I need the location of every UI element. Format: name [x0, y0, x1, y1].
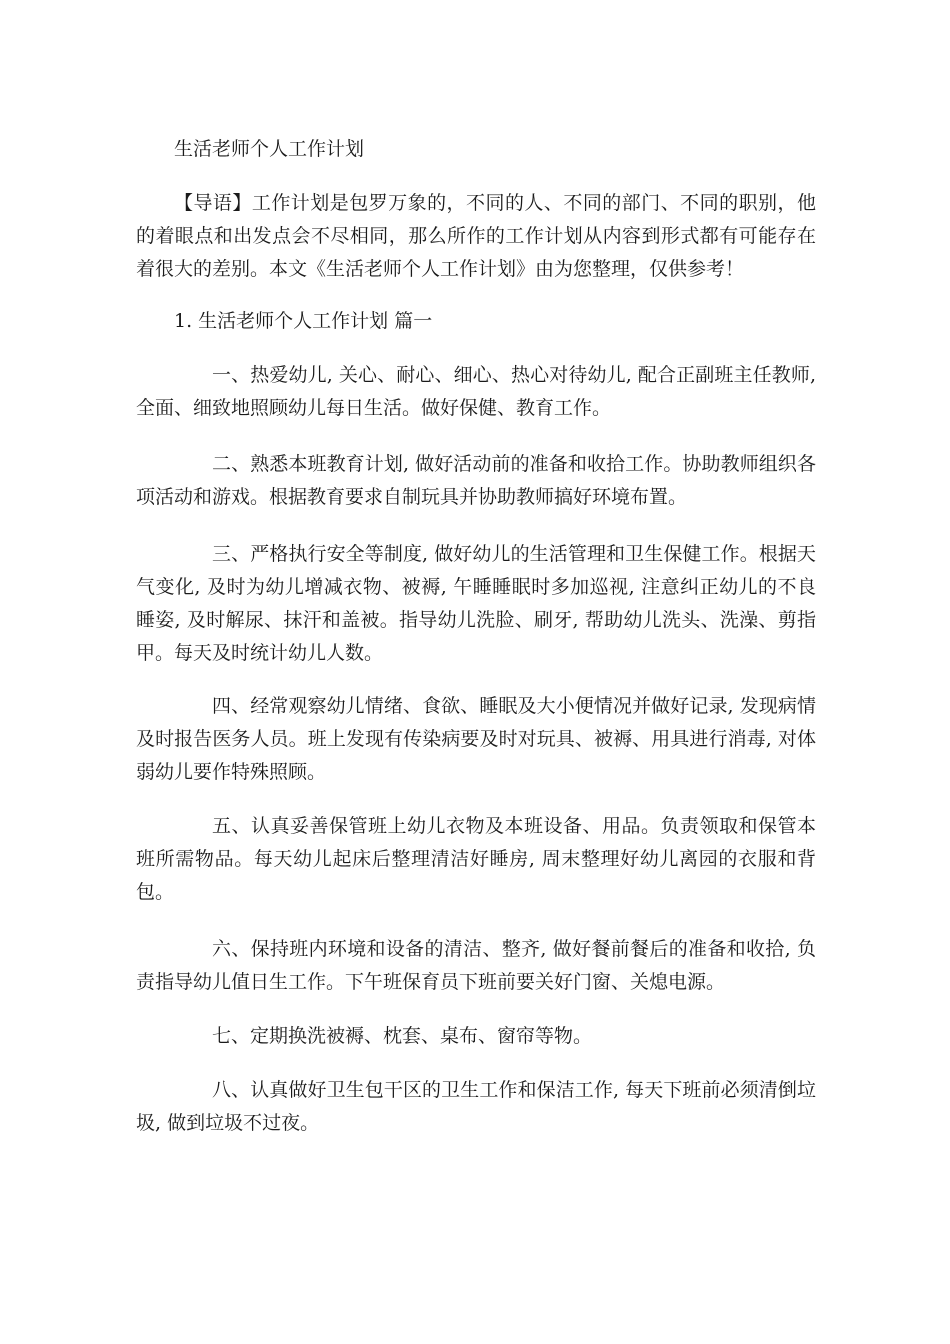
document-title: 生活老师个人工作计划	[174, 138, 365, 160]
plan-item-2: 二、熟悉本班教育计划, 做好活动前的准备和收拾工作。协助教师组织各项活动和游戏。根据教育要求自制玩具并协助教师搞好环境布置。	[136, 453, 816, 508]
plan-item-3: 三、严格执行安全等制度, 做好幼儿的生活管理和卫生保健工作。根据天气变化, 及时为幼儿增减衣物、被褥, 午睡睡眠时多加巡视, 注意纠正幼儿的不良睡姿, 及时解尿、抹汗和盖被。指导幼儿洗脸、刷牙, 帮助幼儿洗头、洗澡、剪指甲。每天及时统计幼儿人数。	[136, 543, 816, 664]
plan-item-7: 七、定期换洗被褥、枕套、桌布、窗帘等物。	[212, 1025, 593, 1047]
plan-item-4: 四、经常观察幼儿情绪、食欲、睡眠及大小便情况并做好记录, 发现病情及时报告医务人员。班上发现有传染病要及时对玩具、被褥、用具进行消毒, 对体弱幼儿要作特殊照顾。	[136, 695, 816, 783]
plan-item-5: 五、认真妥善保管班上幼儿衣物及本班设备、用品。负责领取和保管本班所需物品。每天幼儿起床后整理清洁好睡房, 周末整理好幼儿离园的衣服和背包。	[136, 815, 816, 903]
plan-item-1: 一、热爱幼儿, 关心、耐心、细心、热心对待幼儿, 配合正副班主任教师, 全面、细致地照顾幼儿每日生活。做好保健、教育工作。	[136, 364, 816, 419]
plan-item-8: 八、认真做好卫生包干区的卫生工作和保洁工作, 每天下班前必须清倒垃圾, 做到垃圾不过夜。	[136, 1079, 816, 1134]
section-heading: 1. 生活老师个人工作计划 篇一	[174, 310, 433, 332]
plan-item-6: 六、保持班内环境和设备的清洁、整齐, 做好餐前餐后的准备和收拾, 负责指导幼儿值日生工作。下午班保育员下班前要关好门窗、关熄电源。	[136, 938, 816, 993]
intro-paragraph: 【导语】工作计划是包罗万象的，不同的人、不同的部门、不同的职别，他的着眼点和出发点会不尽相同，那么所作的工作计划从内容到形式都有可能存在着很大的差别。本文《生活老师个人工作计划》由为您整理，仅供参考！	[136, 192, 816, 280]
